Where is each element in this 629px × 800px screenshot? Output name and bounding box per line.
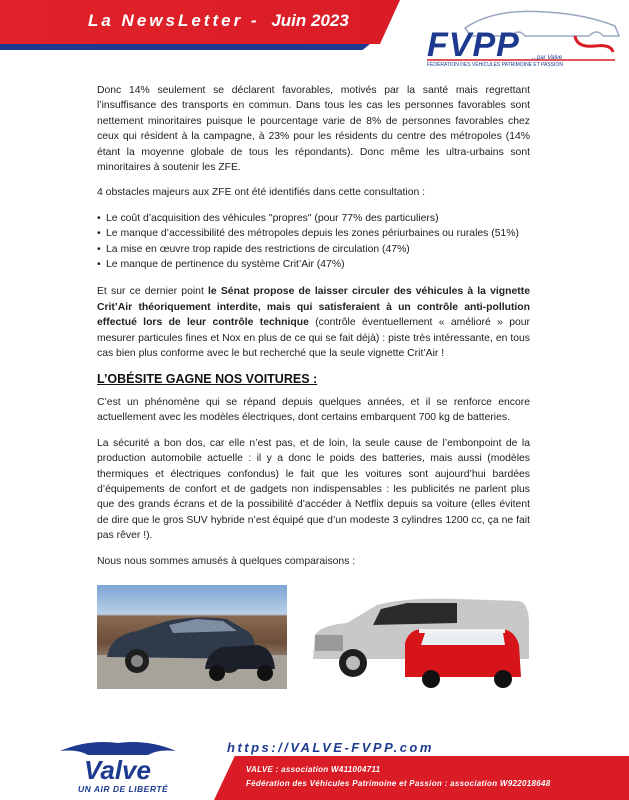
fvpp-logo-subtitle: FÉDÉRATION DES VÉHICULES PATRIMOINE ET PASSION xyxy=(427,62,563,68)
newsletter-month: Juin 2023 xyxy=(271,11,349,30)
suv-and-small-car-illustration xyxy=(97,585,287,689)
list-item: • Le manque de pertinence du système Crit’Air (47%) xyxy=(97,257,530,272)
newsletter-title xyxy=(88,11,349,31)
fvpp-logo-by: ...par Valve xyxy=(532,55,563,61)
list-item: • La mise en œuvre trop rapide des restrictions de circulation (47%) xyxy=(97,242,530,257)
suv-and-mini-illustration xyxy=(307,585,539,689)
paragraph: C’est un phénomène qui se répand depuis quelques années, et il se renforce encore actuellement avec les modèles électriques, dont certains embarquent 700 kg de batteries. xyxy=(97,396,530,424)
footer-banner xyxy=(214,756,629,800)
article-body xyxy=(97,83,530,579)
valve-wing-logo-icon xyxy=(58,737,178,785)
car-comparison-photo-left xyxy=(97,585,287,689)
paragraph-bold: le Sénat propose de laisser circuler des véhicules à la vignette Crit’Air théoriquement interdite, mais qui satisferaient à un contrôle anti-pollution effectué lors de leur contrôle technique xyxy=(97,286,530,329)
paragraph: Nous nous sommes amusés à quelques comparaisons : xyxy=(97,555,356,567)
paragraph: 4 obstacles majeurs aux ZFE ont été identifiés dans cette consultation : xyxy=(97,187,426,199)
paragraph-end: (contrôle éventuellement « amélioré » pour mesurer particules fines et Nox en plus de ce qui se fait déjà) : piste très intéressante, en tous cas bien plus conforme avec le but recherché que la seule vignette Crit’Air ! xyxy=(97,317,531,360)
header-stripe xyxy=(0,44,370,50)
list-item: • Le coût d’acquisition des véhicules "propres" (pour 77% des particuliers) xyxy=(97,211,530,226)
valve-logo-text: Valve xyxy=(84,755,151,785)
obstacles-list xyxy=(97,211,530,273)
newsletter-title-text: La NewsLetter - xyxy=(88,11,260,30)
section-heading: L’OBÉSITE GAGNE NOS VOITURES : xyxy=(97,371,318,386)
website-link[interactable]: https://VALVE-FVPP.com xyxy=(227,740,434,755)
fvpp-logo xyxy=(425,6,625,68)
paragraph xyxy=(97,284,530,361)
paragraph-start: Et sur ce dernier point xyxy=(97,286,209,298)
paragraph: Donc 14% seulement se déclarent favorables, motivés par la santé mais regrettant l’insuffisance des transports en commun. Dans tous les cas les personnes favorables sont nettement minoritaires puisque le pourcentage varie de 8% de personnes favorables chez ceux qui résident à la campagne, à 23% pour les résidents du centre des métropoles (14% étant la moyenne globale de tous les répondants). Donc même les ultra-urbains sont minoritaires à soutenir les ZFE. xyxy=(97,85,530,174)
footer-association-valve: VALVE : association W411004711 xyxy=(246,765,381,774)
list-item: • Le manque d’accessibilité des métropoles depuis les zones périurbaines ou rurales (51%) xyxy=(97,226,530,241)
fvpp-logo-text: FVPP xyxy=(427,26,520,64)
footer-association-fvpp: Fédération des Véhicules Patrimoine et Passion : association W922018648 xyxy=(246,779,551,788)
paragraph: La sécurité a bon dos, car elle n’est pas, et de loin, la seule cause de l’embonpoint de la production automobile actuelle : il y a donc le poids des batteries, mais aussi (modèles thermiques et électriques confondus) le fait que les voitures sont aujourd’hui bardées d’équipements de confort et de gadgets non indispensables : les publicités ne parlent plus que des grands écrans et de la possibilité d’accéder à Netflix depuis sa voiture (elles évitent de dire que le gros SUV hybride n’est équipé que d’un modeste 3 cylindres 1200 cc, ça ne fait pas rêver !). xyxy=(97,437,530,542)
car-comparison-photo-right xyxy=(307,585,539,689)
valve-tagline: UN AIR DE LIBERTÉ xyxy=(78,784,169,794)
